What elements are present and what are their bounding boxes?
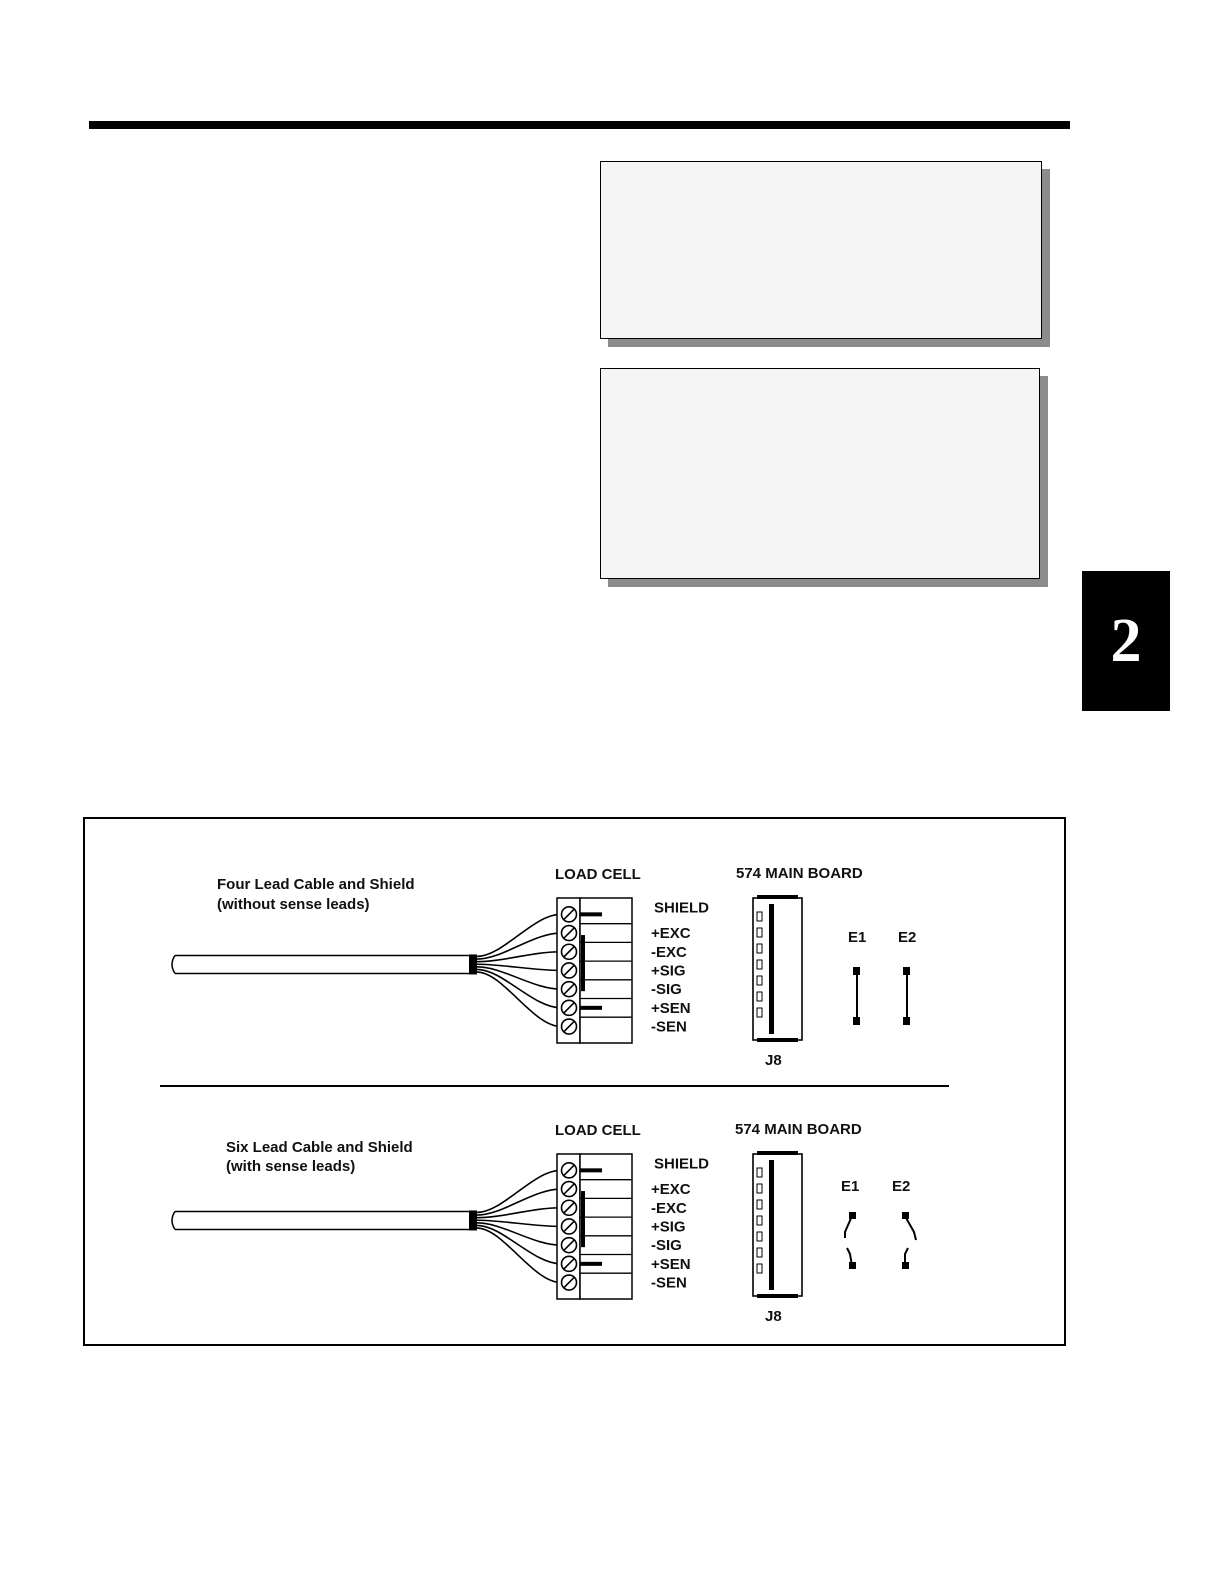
- header-rule: [89, 121, 1070, 129]
- cable-subtitle: (without sense leads): [217, 896, 370, 913]
- cable-title: Four Lead Cable and Shield: [217, 876, 415, 893]
- jumper-e1-label: E1: [841, 1178, 860, 1195]
- terminal-label-plus-exc: +EXC: [651, 1181, 691, 1199]
- terminal-label-minus-sig: -SIG: [651, 1237, 682, 1255]
- chapter-number: 2: [1110, 606, 1142, 675]
- j8-pin: [757, 960, 762, 969]
- j8-pin: [757, 976, 762, 985]
- jumper-pin: [849, 1212, 856, 1219]
- j8-pin: [757, 1216, 762, 1225]
- j8-bottom-latch: [757, 1294, 798, 1298]
- j8-pin: [757, 1008, 762, 1017]
- cable-subtitle: (with sense leads): [226, 1158, 356, 1175]
- shield-lead: [580, 1168, 602, 1172]
- exc-link-bar: [581, 1191, 585, 1247]
- j8-pin: [757, 944, 762, 953]
- sense-jumper: [580, 1262, 602, 1266]
- terminal-label-plus-sen: +SEN: [651, 999, 691, 1017]
- j8-connector: [753, 895, 802, 1042]
- shield-lead: [580, 912, 602, 916]
- cable-end: [469, 954, 477, 974]
- main-board-label: 574 MAIN BOARD: [735, 1121, 862, 1138]
- terminal-label-minus-sig: -SIG: [651, 981, 682, 999]
- jumper-e2-label: E2: [892, 1178, 911, 1195]
- terminal-label-plus-sig: +SIG: [651, 1218, 686, 1236]
- cable-title: Six Lead Cable and Shield: [226, 1139, 413, 1156]
- wiring-diagram: [83, 817, 1066, 1346]
- terminal-label-plus-sen: +SEN: [651, 1255, 691, 1273]
- main-board-label: 574 MAIN BOARD: [736, 865, 863, 882]
- j8-label: J8: [765, 1052, 782, 1069]
- j8-pin: [757, 1184, 762, 1193]
- note-box-1: [600, 161, 1042, 339]
- j8-top-latch: [757, 895, 798, 899]
- exc-link-bar: [581, 935, 585, 991]
- terminal-label-minus-exc: -EXC: [651, 1199, 687, 1217]
- j8-pin: [757, 928, 762, 937]
- load-cell-label: LOAD CELL: [555, 1122, 641, 1139]
- terminal-label-plus-sig: +SIG: [651, 962, 686, 980]
- load-cell-label: LOAD CELL: [555, 866, 641, 883]
- j8-bar: [769, 1160, 774, 1290]
- jumper-e2-label: E2: [898, 929, 917, 946]
- j8-pin: [757, 1232, 762, 1241]
- terminal-label-plus-exc: +EXC: [651, 925, 691, 943]
- j8-bar: [769, 904, 774, 1034]
- j8-label: J8: [765, 1308, 782, 1325]
- j8-pin: [757, 912, 762, 921]
- j8-top-latch: [757, 1151, 798, 1155]
- terminal-label-shield: SHIELD: [654, 899, 710, 917]
- terminal-block: [557, 898, 632, 1043]
- chapter-tab: [1082, 571, 1170, 711]
- terminal-plate: [580, 1154, 632, 1299]
- jumper-e1-label: E1: [848, 929, 867, 946]
- wiring-figure: [83, 817, 1066, 1346]
- terminal-block: [557, 1154, 632, 1299]
- terminal-label-minus-sen: -SEN: [651, 1274, 687, 1292]
- j8-bottom-latch: [757, 1038, 798, 1042]
- sense-jumper: [580, 1006, 602, 1010]
- note-box-2: [600, 368, 1040, 579]
- terminal-plate: [580, 898, 632, 1043]
- j8-connector: [753, 1151, 802, 1298]
- j8-pin: [757, 1168, 762, 1177]
- terminal-label-minus-exc: -EXC: [651, 943, 687, 961]
- j8-pin: [757, 1248, 762, 1257]
- cable-end: [469, 1210, 477, 1230]
- j8-pin: [757, 1264, 762, 1273]
- j8-pin: [757, 992, 762, 1001]
- terminal-label-minus-sen: -SEN: [651, 1018, 687, 1036]
- j8-pin: [757, 1200, 762, 1209]
- terminal-label-shield: SHIELD: [654, 1155, 710, 1173]
